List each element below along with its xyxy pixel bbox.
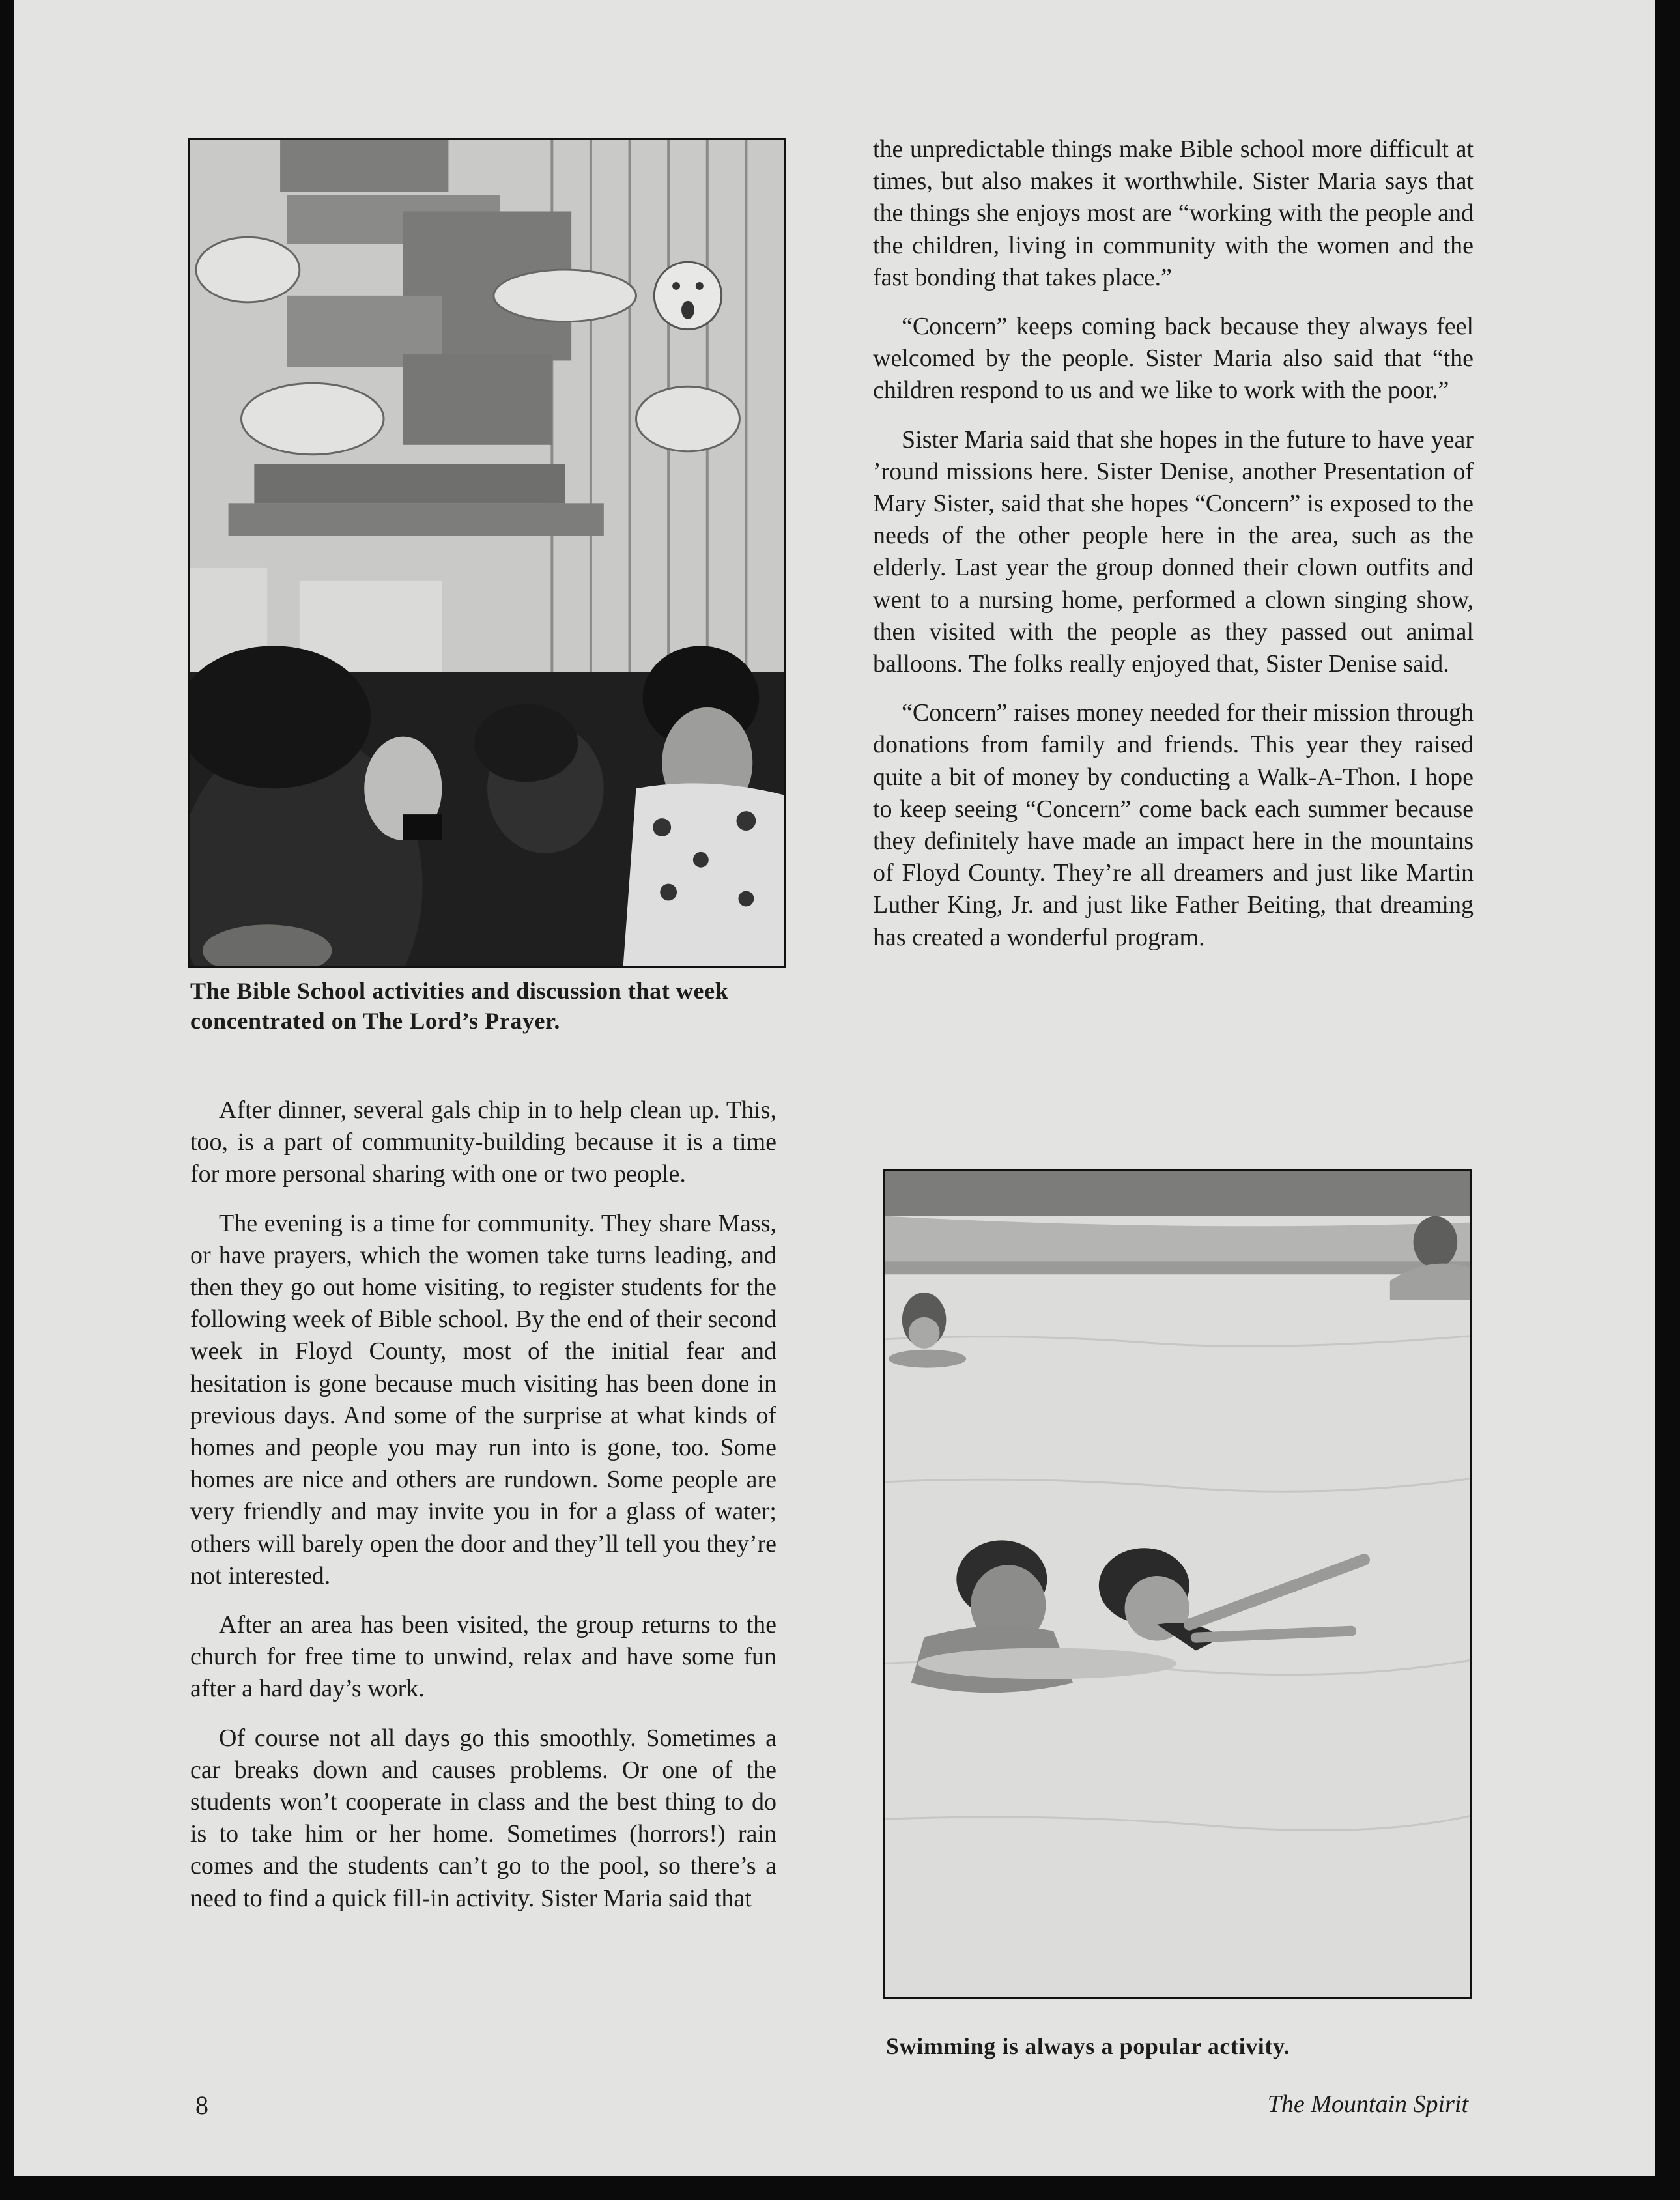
paragraph: Of course not all days go this smoothly. Sometimes a car breaks down and causes problems. Or one of the students won’t cooperate in class and the best thing to do is to take him or her home. Sometimes (horrors!) rain comes and the students can’t go to the pool, so there’s a need to find a quick fill-in activity. Sister Maria said that [190, 1724, 776, 1912]
right-column [873, 134, 1474, 971]
paragraph: After an area has been visited, the group returns to the church for free time to unwind, relax and have some fun after a hard day’s work. [190, 1611, 776, 1703]
page-number: 8 [195, 2091, 208, 2120]
left-column [190, 1094, 776, 1932]
paragraph: “Concern” keeps coming back because they always feel welcomed by the people. Sister Maria also said that “the children respond to us and we like to work with the poor.” [873, 313, 1474, 405]
paragraph: The evening is a time for community. They share Mass, or have prayers, which the women take turns leading, and then they go out home visiting, to register students for the following week of Bible school. By the end of their second week in Floyd County, most of the initial fear and hesitation is gone because much visiting has been done in previous days. And some of the surprise at what kinds of homes and people you may run into is gone, too. Some homes are nice and others are rundown. Some people are very friendly and may invite you in for a glass of water; others will barely open the door and they’ll tell you they’re not interested. [190, 1209, 776, 1590]
swimming-photo [883, 1169, 1472, 1999]
swimming-caption: Swimming is always a popular activity. [886, 2033, 1290, 2059]
bible-school-caption: The Bible School activities and discussion that week concentrated on The Lord’s Prayer. [190, 978, 729, 1034]
paragraph: the unpredictable things make Bible school more difficult at times, but also makes it worthwhile. Sister Maria says that the things she enjoys most are “working with the people and the children, living in community with the women and the fast bonding that takes place.” [873, 136, 1474, 291]
publication-name: The Mountain Spirit [1267, 2091, 1468, 2118]
paragraph: After dinner, several gals chip in to help clean up. This, too, is a part of community-building because it is a time for more personal sharing with one or two people. [190, 1096, 776, 1188]
paragraph: “Concern” raises money needed for their mission through donations from family and friends. This year they raised quite a bit of money by conducting a Walk-A-Thon. I hope to keep seeing “Concern” come back each summer because they definitely have made an impact here in the mountains of Floyd County. They’re all dreamers and just like Martin Luther King, Jr. and just like Father Beiting, that dreaming has created a wonderful program. [873, 699, 1474, 951]
bible-school-photo [188, 138, 786, 968]
paragraph: Sister Maria said that she hopes in the future to have year ’round missions here. Sister Denise, another Presentation of Mary Sister, said that she hopes “Concern” is exposed to the needs of the other people here in the area, such as the elderly. Last year the group donned their clown outfits and went to a nursing home, performed a clown singing show, then visited with the people as they passed out animal balloons. The folks really enjoyed that, Sister Denise said. [873, 425, 1474, 678]
